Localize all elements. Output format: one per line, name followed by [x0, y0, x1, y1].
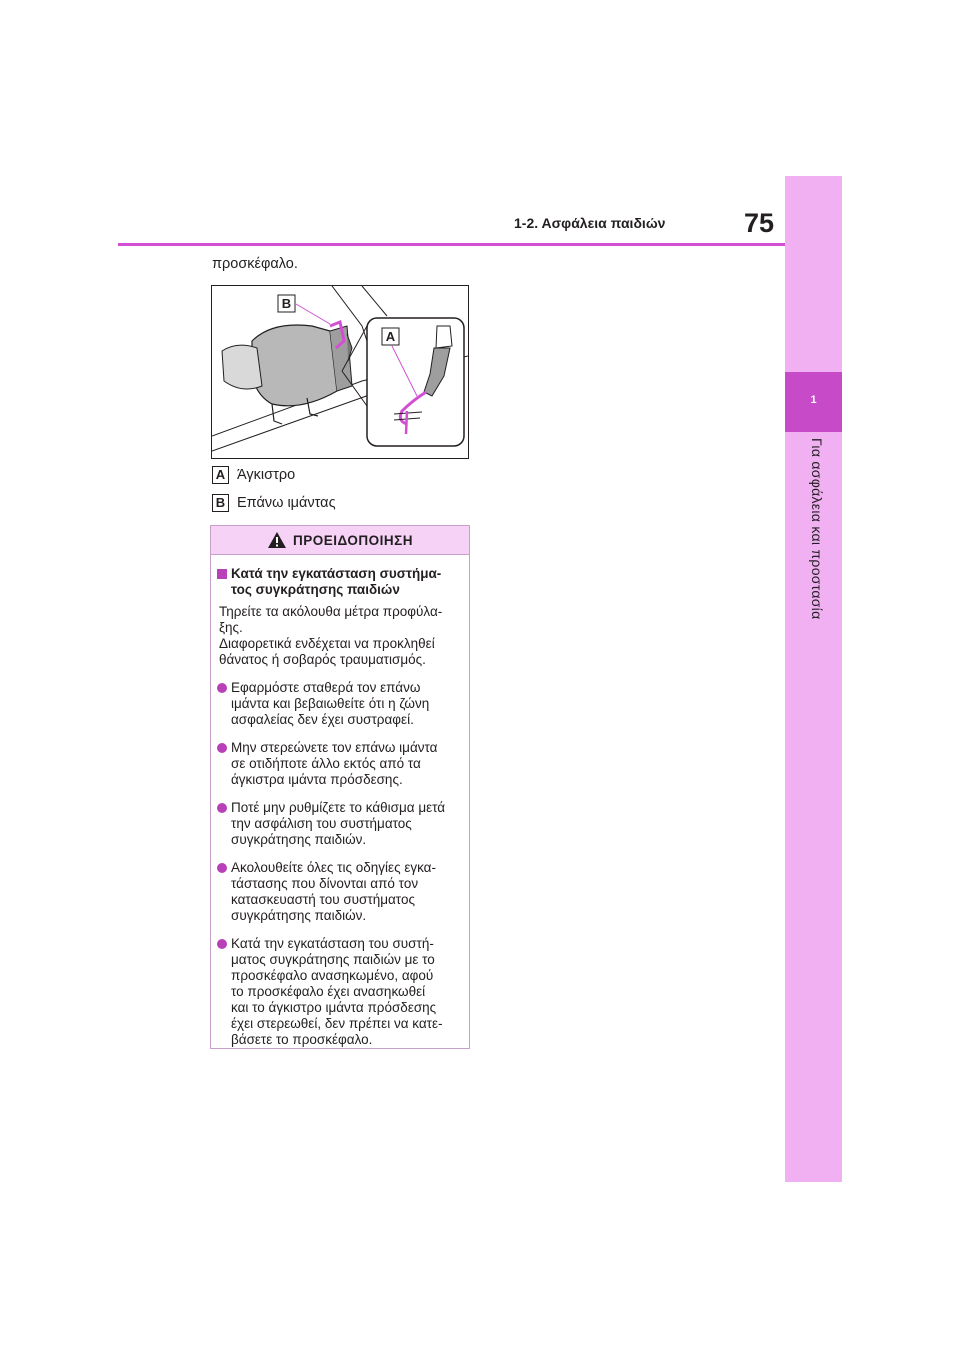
warning-subtitle-line: τος συγκράτησης παιδιών [231, 582, 400, 597]
warning-bullet-3 [211, 788, 469, 848]
bullet-line: σε οτιδήποτε άλλο εκτός από τα [231, 756, 421, 771]
warning-title: ΠΡΟΕΙΔΟΠΟΙΗΣΗ [293, 532, 413, 548]
bullet-line: προσκέφαλο ανασηκωμένο, αφού [231, 968, 434, 983]
page-number: 75 [744, 208, 775, 238]
child-seat-illustration [212, 286, 468, 458]
warning-subtitle-line: Κατά την εγκατάσταση συστήμα- [231, 566, 442, 581]
warning-bullet-4 [211, 848, 469, 924]
legend-key-b: B [212, 494, 229, 512]
intro-text: προσκέφαλο. [212, 256, 298, 272]
square-bullet-icon [217, 569, 227, 579]
bullet-line: τάστασης που δίνονται από τον [231, 876, 419, 891]
chapter-number-tab [785, 372, 842, 432]
bullet-line: Ποτέ μην ρυθμίζετε το κάθισμα μετά [231, 800, 446, 815]
bullet-line: την ασφάλιση του συστήματος [231, 816, 412, 831]
bullet-dot-icon [217, 939, 227, 949]
warning-triangle-icon [267, 531, 287, 549]
bullet-line: Εφαρμόστε σταθερά τον επάνω [231, 680, 421, 695]
warning-paragraph-line: Διαφορετικά ενδέχεται να προκληθεί [219, 636, 435, 651]
warning-subtitle [211, 559, 469, 598]
warning-header [211, 526, 469, 555]
bullet-dot-icon [217, 803, 227, 813]
bullet-line: συγκράτησης παιδιών. [231, 832, 367, 847]
bullet-line: συγκράτησης παιδιών. [231, 908, 367, 923]
bullet-line: Κατά την εγκατάσταση του συστή- [231, 936, 434, 951]
bullet-line: ματος συγκράτησης παιδιών με το [231, 952, 435, 967]
legend-text-a: Άγκιστρο [237, 467, 296, 483]
bullet-dot-icon [217, 683, 227, 693]
bullet-line: και το άγκιστρο ιμάντα πρόσδεσης [231, 1000, 437, 1015]
section-title: 1-2. Ασφάλεια παιδιών [514, 215, 666, 231]
bullet-line: ιμάντα και βεβαιωθείτε ότι η ζώνη [231, 696, 430, 711]
warning-bullet-5 [211, 924, 469, 1048]
warning-paragraph-line: Τηρείτε τα ακόλουθα μέτρα προφύλα- [219, 604, 443, 619]
warning-paragraph-line: θάνατος ή σοβαρός τραυματισμός. [219, 652, 426, 667]
warning-paragraph [211, 598, 469, 668]
bullet-line: κατασκευαστή του συστήματος [231, 892, 415, 907]
warning-box [210, 525, 470, 1049]
bullet-dot-icon [217, 863, 227, 873]
installation-figure [211, 285, 469, 459]
legend-item-a [212, 466, 295, 484]
bullet-line: έχει στερεωθεί, δεν πρέπει να κατε- [231, 1016, 443, 1031]
bullet-line: το προσκέφαλο έχει ανασηκωθεί [231, 984, 426, 999]
bullet-line: Μην στερεώνετε τον επάνω ιμάντα [231, 740, 438, 755]
legend-item-b [212, 494, 336, 512]
warning-bullet-1 [211, 668, 469, 728]
chapter-title: Για ασφάλεια και προστασία [809, 438, 825, 620]
chapter-number: 1 [810, 394, 817, 406]
bullet-line: Ακολουθείτε όλες τις οδηγίες εγκα- [231, 860, 436, 875]
label-a: A [385, 329, 396, 344]
bullet-line: βάσετε το προσκέφαλο. [231, 1032, 373, 1047]
label-b: B [281, 296, 292, 311]
legend-key-a: A [212, 466, 229, 484]
header-rule [118, 243, 785, 246]
bullet-dot-icon [217, 743, 227, 753]
bullet-line: ασφαλείας δεν έχει συστραφεί. [231, 712, 414, 727]
bullet-line: άγκιστρα ιμάντα πρόσδεσης. [231, 772, 403, 787]
warning-paragraph-line: ξης. [219, 620, 243, 635]
warning-bullet-2 [211, 728, 469, 788]
legend-text-b: Επάνω ιμάντας [237, 495, 336, 511]
side-tab [785, 176, 842, 1182]
